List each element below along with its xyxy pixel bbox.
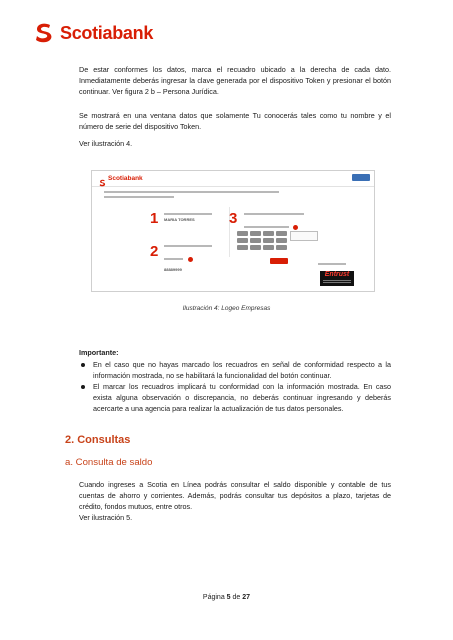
list-item — [79, 381, 391, 414]
figure-check-icon — [188, 257, 193, 262]
paragraph-see-illustration-5: Ver ilustración 5. — [79, 513, 133, 522]
figure-intro-text — [104, 191, 279, 201]
scotiabank-s-logo-icon — [34, 22, 54, 44]
figure-check-icon — [293, 225, 298, 230]
figure-step-1-text — [164, 213, 212, 222]
figure-step-2-text — [164, 245, 212, 272]
figure-step-2: 2 — [150, 243, 159, 260]
figure-step-1: 1 — [150, 210, 159, 227]
bullet-icon — [81, 385, 85, 389]
list-item-text: El marcar los recuadros implicará tu conformidad con la información mostrada. En caso exista alguna observación o discrepancia, no deberás continuar ingresando y deberás acercarte a una agencia para realizar la actualización de tus datos personales. — [93, 382, 391, 413]
bullet-icon — [81, 363, 85, 367]
page-footer — [0, 594, 453, 601]
figure-step-3: 3 — [229, 210, 238, 227]
figure-entrust-word: Entrust — [324, 271, 350, 278]
figure-entrust-label — [318, 263, 346, 268]
footer-total-pages: 27 — [242, 594, 251, 601]
figure-header — [92, 171, 374, 187]
list-item-text: En el caso que no hayas marcado los recuadros en señal de conformidad respecto a la información mostrada, no se habilitará la funcionalidad del botón continuar. — [93, 360, 391, 380]
figure-name-value: MARIA TORRES — [164, 217, 195, 223]
scotiabank-logo — [34, 22, 153, 44]
section-subheading: a. Consulta de saldo — [65, 457, 153, 468]
section-heading: 2. Consultas — [65, 434, 131, 446]
figure-serial-value: 88889999 — [164, 267, 182, 273]
figure-caption: Ilustración 4: Logeo Empresas — [182, 305, 271, 312]
figure-keypad — [237, 231, 287, 250]
footer-prefix: Página — [202, 594, 225, 601]
brand-name: Scotiabank — [60, 22, 154, 43]
figure-header-button — [352, 174, 370, 181]
paragraph-see-illustration-4: Ver ilustración 4. — [79, 139, 133, 148]
illustration-4-screenshot — [91, 170, 375, 292]
paragraph-confirm-data: De estar conformes los datos, marca el recuadro ubicado a la derecha de cada dato. Inmediatamente deberás ingresar la clave generada por el dispositivo Token y presionar el botón continuar. Ver figura 2 b – Persona Jurídica. — [79, 65, 391, 96]
important-list — [79, 359, 391, 414]
figure-continue-button — [270, 258, 288, 264]
figure-entrust-badge — [320, 271, 354, 286]
paragraph-balance-inquiry: Cuando ingreses a Scotia en Línea podrás consultar el saldo disponible y contable de tus cuentas de ahorro y corrientes. Además, podrás consultar tus depósitos a plazo, tarjetas de crédito, fondos mutuos, entre otros. — [79, 480, 391, 511]
footer-page-number: 5 — [226, 594, 231, 601]
figure-brand-name: Scotiabank — [108, 174, 143, 182]
important-title: Importante: — [79, 348, 119, 357]
paragraph-window-data: Se mostrará en una ventana datos que solamente Tu conocerás tales como tu nombre y el número de serie del dispositivo Token. — [79, 111, 391, 131]
list-item — [79, 359, 391, 381]
figure-scotiabank-logo-icon — [99, 174, 106, 182]
figure-logo — [99, 174, 143, 182]
footer-separator: de — [232, 594, 241, 601]
figure-token-input — [290, 231, 318, 241]
